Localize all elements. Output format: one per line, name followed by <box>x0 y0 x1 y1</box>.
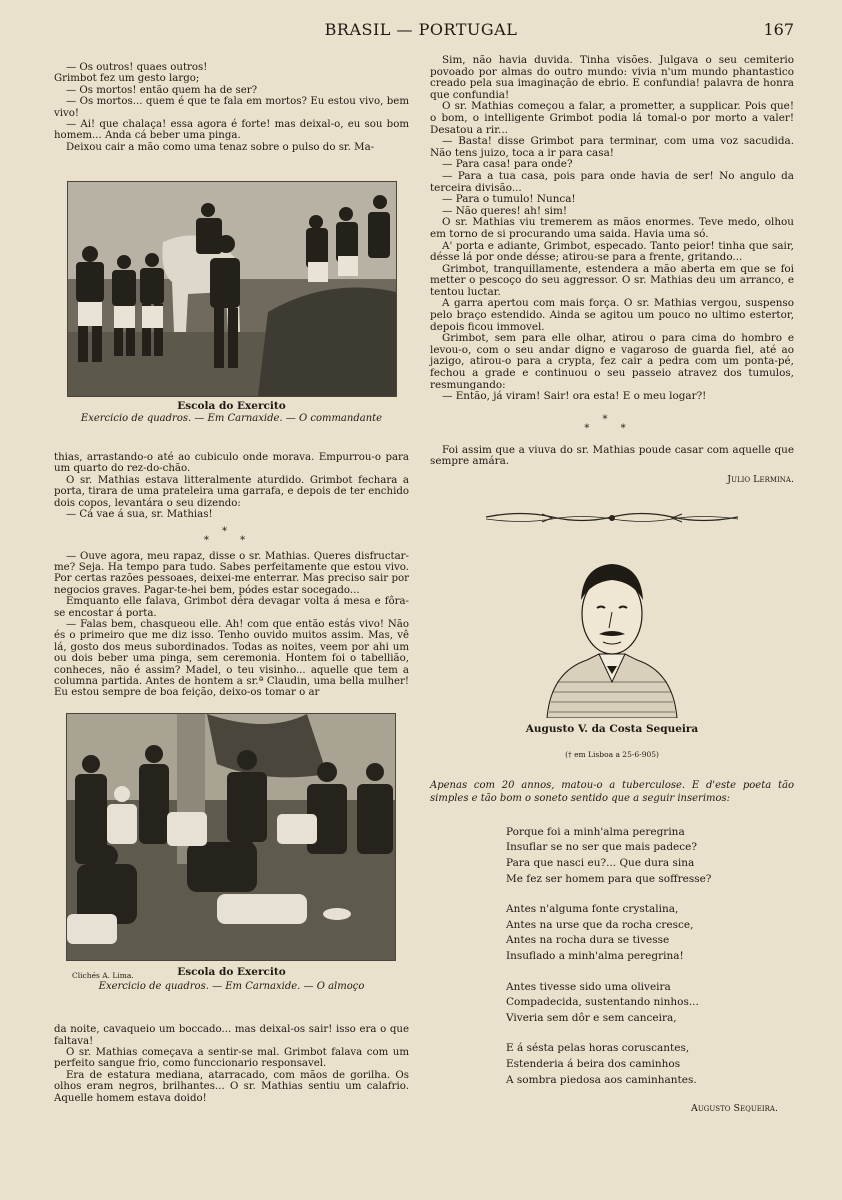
paragraph: Grimbot fez um gesto largo; <box>54 73 200 85</box>
verse-line: Antes na rocha dura se tivesse <box>506 934 670 947</box>
left-column <box>54 62 409 1104</box>
photo-credit: Clichés A. Lima. <box>72 970 134 980</box>
stanza <box>506 1041 794 1088</box>
ornament-divider <box>430 510 794 524</box>
verse-line: Me fez ser homem para que soffresse? <box>506 872 712 885</box>
verse-line: Viveria sem dôr e sem canceira, <box>506 1011 677 1024</box>
photo-caption-subtitle: Exercicio de quadros. — Em Carnaxide. — O commandante <box>80 412 383 424</box>
verse-line: Para que nasci eu?... Que dura sina <box>506 856 695 869</box>
paragraph: — Não queres! ah! sim! <box>442 204 568 217</box>
paragraph: O sr. Mathias começou a falar, a prometter, a supplicar. Pois que! o bom, o intelligente Grimbot podia lá tomal-o por morto a valer! Desatou a rir... <box>430 100 794 136</box>
paragraph: — Os mortos! então quem ha de ser? <box>66 84 258 96</box>
stanza <box>506 902 794 964</box>
paragraph: Emquanto elle falava, Grimbot déra devagar volta á mesa e fôra-se encostar á porta. <box>54 596 409 619</box>
paragraph: Foi assim que a viuva do sr. Mathias poude casar com aquelle que sempre amára. <box>430 443 794 468</box>
photo-almoco-figure <box>54 713 409 992</box>
left-text-block-1 <box>54 62 409 153</box>
paragraph: — Ouve agora, meu rapaz, disse o sr. Mathias. Queres disfructar-me? Seja. Ha tempo para tudo. Sabes perfeitamente que estou vivo. Por certas razões pessoaes, deixei-me enterrar. Mas preciso sair por negocios graves. Pagar-te-hei bem, pódes estar socegado... <box>54 550 409 596</box>
paragraph: A garra apertou com mais força. O sr. Mathias vergou, suspenso pelo braço estendido. Ainda se agitou um pouco no ultimo estertor, depois ficou immovel. <box>430 297 794 333</box>
paragraph: Era de estatura mediana, atarracado, com mãos de gorilha. Os olhos eram negros, brilhantes... O sr. Mathias sentiu um calafrio. Aquelle homem estava doido! <box>54 1069 409 1104</box>
photo-caption-title: Escola do Exercito <box>177 965 286 978</box>
poet-signature: Augusto Sequeira. <box>691 1103 778 1115</box>
photo-caption-title: Escola do Exercito <box>177 400 286 413</box>
paragraph: Sim, não havia duvida. Tinha visões. Julgava o seu cemiterio povoado por almas do outro mundo: vivia n'um mundo phantastico creado pela sua imaginação de ebrio. E confundia! palavra de honra que confundia! <box>430 54 794 101</box>
paragraph: A' porta e adiante, Grimbot, especado. Tanto peior! tinha que sair, désse lá por onde désse; atirou-se para a frente, gritando... <box>430 239 794 264</box>
paragraph: O sr. Mathias viu tremerem as mãos enormes. Teve medo, olhou em torno de si procurando uma saida. Havia uma só. <box>430 216 794 240</box>
photo-scene <box>68 182 396 396</box>
photo-caption-subtitle: Exercicio de quadros. — Em Carnaxide. — O almoço <box>98 980 365 992</box>
section-break-stars <box>54 527 409 545</box>
paragraph: — Os outros! quaes outros! <box>66 62 208 73</box>
photo-scene <box>67 714 395 960</box>
left-text-block-4 <box>54 1024 409 1104</box>
portrait-engraving <box>537 542 687 718</box>
left-text-block-2 <box>54 452 409 520</box>
verse-line: Antes tivesse sido uma oliveira <box>506 980 671 993</box>
left-text-block-3 <box>54 551 409 699</box>
star-mark: * <box>222 525 241 537</box>
section-break-stars <box>430 415 794 433</box>
stanza <box>506 825 794 887</box>
paragraph: O sr. Mathias começava a sentir-se mal. Grimbot falava com um perfeito sangue frio, como funccionario responsavel. <box>54 1047 409 1070</box>
paragraph: — Para o tumulo! Nunca! <box>442 193 576 206</box>
paragraph: — Ai! que chalaça! essa agora é forte! mas deixal-o, eu sou bom homem... Anda cá beber uma pinga. <box>54 119 409 142</box>
paragraph: thias, arrastando-o até ao cubiculo onde morava. Empurrou-o para um quarto do rez-do-chão. <box>54 452 409 475</box>
paragraph: — Os mortos... quem é que te fala em mortos? Eu estou vivo, bem vivo! <box>54 96 409 119</box>
portrait-figure <box>430 542 794 718</box>
photo-caption-line <box>54 967 409 981</box>
portrait-note: († em Lisboa a 25-6-905) <box>565 750 659 760</box>
ornament-flourish-icon <box>482 510 742 524</box>
photo-commandante-figure <box>54 181 409 424</box>
paragraph: Grimbot, sem para elle olhar, atirou o para cima do hombro e levou-o, com o seu andar digno e vagaroso de guarda fiel, até ao jazigo, atirou-o para a crypta, fez cair a pedra com um ponta-pé, fechou a grade e continuou o seu passeio atravez dos tumulos, resmungando: <box>430 332 794 391</box>
photo-almoco <box>66 713 396 961</box>
paragraph: — Então, já viram! Sair! ora esta! E o meu logar?! <box>442 390 707 403</box>
poem-introduction: Apenas com 20 annos, matou-o a tuberculose. E d'este poeta tão simples e tão bom o soneto sentido que a seguir inserimos: <box>430 779 794 804</box>
sonnet <box>506 825 794 1088</box>
verse-line: Estenderia á beira dos caminhos <box>506 1057 681 1070</box>
running-header: BRASIL — PORTUGAL <box>324 20 518 39</box>
paragraph: Grimbot, tranquillamente, estendera a mão aberta em que se foi metter o pescoço do seu aggressor. O sr. Mathias deu um arranco, e tentou luctar. <box>430 262 794 298</box>
star-mark: * * <box>584 422 640 434</box>
stanza <box>506 980 794 1027</box>
star-mark: * * <box>203 534 260 546</box>
paragraph: O sr. Mathias estava litteralmente aturdido. Grimbot fechara a porta, tirara de uma prateleira uma garrafa, e depois de ter enchido dois copos, levantára o seu dizendo: <box>54 474 409 509</box>
photo-commandante <box>67 181 397 397</box>
verse-line: Insuflar se no ser que mais padece? <box>506 841 697 854</box>
paragraph: da noite, cavaqueio um boccado... mas deixal-os sair! isso era o que faltava! <box>54 1024 409 1047</box>
portrait-name: Augusto V. da Costa Sequeira <box>525 722 699 735</box>
paragraph: — Para casa! para onde? <box>442 158 573 171</box>
verse-line: A sombra piedosa aos caminhantes. <box>506 1073 697 1086</box>
paragraph: — Cá vae á sua, sr. Mathias! <box>66 509 213 521</box>
verse-line: Porque foi a minh'alma peregrina <box>506 825 685 838</box>
paragraph: Deixou cair a mão como uma tenaz sobre o pulso do sr. Ma- <box>66 141 375 153</box>
page-number: 167 <box>763 20 794 39</box>
paragraph: — Falas bem, chasqueou elle. Ah! com que então estás vivo! Não és o primeiro que me diz isso. Tenho ouvido muitos assim. Mas, vê lá, gosto dos meus subordinados. Todas as noites, veem por ahi um ou dois beber uma pinga, sem ceremonia. Hontem foi o tabellião, conheces, não é assim? Madel, o teu visinho... aquelle que tem a columna partida. Antes de hontem a sr.ª Claudin, uma bella mulher! Eu estou sempre de boa feição, deixo-os tomar o ar <box>54 618 409 699</box>
verse-line: E á sésta pelas horas coruscantes, <box>506 1042 690 1055</box>
paragraph: — Para a tua casa, pois para onde havia de ser! No angulo da terceira divisão... <box>430 169 794 194</box>
verse-line: Insuflado a minh'alma peregrina! <box>506 949 684 962</box>
author-signature: Julio Lermina. <box>727 474 794 485</box>
right-text-block-1 <box>430 55 794 403</box>
verse-line: Antes na urse que da rocha cresce, <box>506 918 694 931</box>
verse-line: Compadecida, sustentando ninhos... <box>506 996 699 1009</box>
verse-line: Antes n'alguma fonte crystalina, <box>506 903 679 916</box>
paragraph: — Basta! disse Grimbot para terminar, com uma voz sacudida. Não tens juizo, toca a ir para casa! <box>430 135 794 159</box>
star-mark: * <box>602 413 622 425</box>
right-column <box>430 55 794 1115</box>
